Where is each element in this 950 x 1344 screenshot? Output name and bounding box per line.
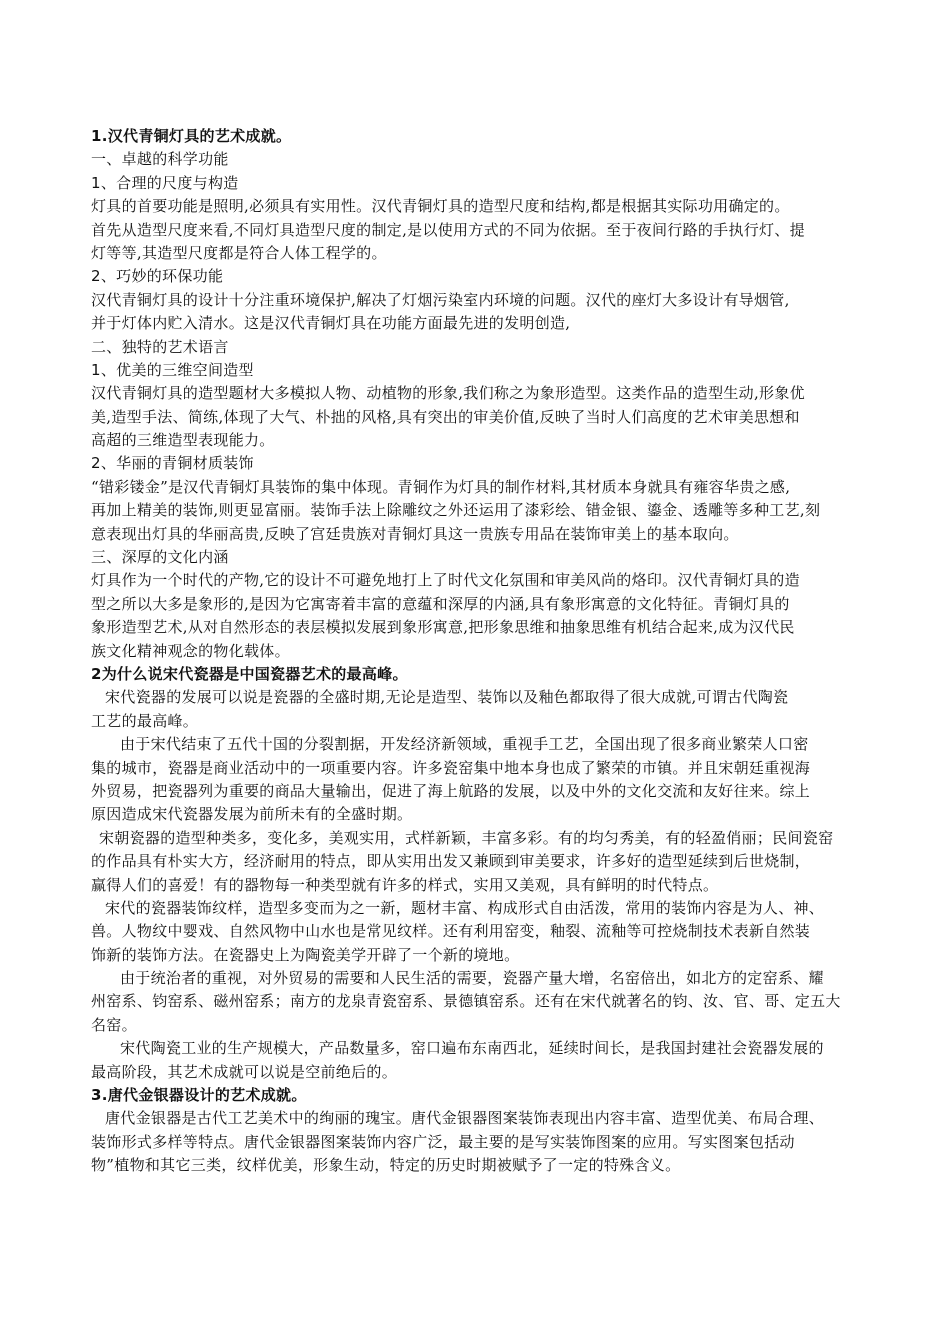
paragraph-line: 汉代青铜灯具的造型题材大多模拟人物、动植物的形象,我们称之为象形造型。这类作品的造型生动,形象优	[91, 384, 805, 403]
paragraph-line: 工艺的最高峰。	[91, 711, 199, 730]
paragraph-line: 唐代金银器是古代工艺美术中的绚丽的瑰宝。唐代金银器图案装饰表现出内容丰富、造型优美、布局合理、	[105, 1109, 825, 1128]
section-3-title: 3.唐代金银器设计的艺术成就。	[91, 1086, 307, 1105]
paragraph-line: 灯具作为一个时代的产物,它的设计不可避免地打上了时代文化氛围和审美风尚的烙印。汉代青铜灯具的造	[91, 571, 800, 590]
paragraph-line: 意表现出灯具的华丽高贵,反映了宫廷贵族对青铜灯具这一贵族专用品在装饰审美上的基本取向。	[91, 524, 739, 543]
paragraph-line: 宋朝瓷器的造型种类多，变化多，美观实用，式样新颖，丰富多彩。有的均匀秀美，有的轻盈俏丽；民间瓷窑	[99, 828, 834, 847]
paragraph-line: 由于宋代结束了五代十国的分裂割据，开发经济新领域，重视手工艺，全国出现了很多商业繁荣人口密	[120, 735, 809, 754]
paragraph-line: 高超的三维造型表现能力。	[91, 431, 275, 450]
paragraph-line: 汉代青铜灯具的设计十分注重环境保护,解决了灯烟污染室内环境的问题。汉代的座灯大多设计有导烟管,	[91, 290, 790, 309]
section-1-subheading-1-1: 1、合理的尺度与构造	[91, 173, 239, 192]
paragraph-line: 外贸易，把瓷器列为重要的商品大量输出，促进了海上航路的发展，以及中外的文化交流和友好往来。综上	[91, 781, 811, 800]
paragraph-line: 装饰形式多样等特点。唐代金银器图案装饰内容广泛，最主要的是写实装饰图案的应用。写实图案包括动	[91, 1132, 795, 1151]
paragraph-line: 灯等等,其造型尺度都是符合人体工程学的。	[91, 243, 387, 262]
paragraph-line: 州窑系、钧窑系、磁州窑系；南方的龙泉青瓷窑系、景德镇窑系。还有在宋代就著名的钧、汝、官、哥、定五大	[91, 992, 841, 1011]
paragraph-line: 宋代陶瓷工业的生产规模大，产品数量多，窑口遍布东南西北，延续时间长，是我国封建社会瓷器发展的	[120, 1039, 824, 1058]
paragraph-line: 赢得人们的喜爱！有的器物每一种类型就有许多的样式，实用又美观，具有鲜明的时代特点。	[91, 875, 719, 894]
paragraph-line: 象形造型艺术,从对自然形态的表层模拟发展到象形寓意,把形象思维和抽象思维有机结合起来,成为汉代民	[91, 618, 795, 637]
section-1-title: 1.汉代青铜灯具的艺术成就。	[91, 127, 292, 145]
section-1-subheading-2-2: 2、华丽的青铜材质装饰	[91, 454, 254, 473]
paragraph-line: 兽。人物纹中婴戏、自然风物中山水也是常见纹样。还有利用窑变，釉裂、流釉等可控烧制技术表新自然装	[91, 922, 811, 941]
paragraph-line: 并于灯体内贮入清水。这是汉代青铜灯具在功能方面最先进的发明创造,	[91, 314, 571, 333]
section-1-subheading-1-2: 2、巧妙的环保功能	[91, 267, 224, 286]
section-2-title: 2为什么说宋代瓷器是中国瓷器艺术的最高峰。	[91, 664, 408, 683]
paragraph-line: 型之所以大多是象形的,是因为它寓寄着丰富的意蕴和深厚的内涵,具有象形寓意的文化特征。青铜灯具的	[91, 594, 790, 613]
paragraph-line: 名窑。	[91, 1015, 137, 1034]
paragraph-line: 饰新的装饰方法。在瓷器史上为陶瓷美学开辟了一个新的境地。	[91, 945, 520, 964]
paragraph-line: 灯具的首要功能是照明,必须具有实用性。汉代青铜灯具的造型尺度和结构,都是根据其实际功用确定的。	[91, 197, 790, 216]
paragraph-line: 美,造型手法、简练,体现了大气、朴拙的风格,具有突出的审美价值,反映了当时人们高度的艺术审美思想和	[91, 407, 800, 426]
paragraph-line: 族文化精神观念的物化载体。	[91, 641, 290, 660]
paragraph-line: 宋代的瓷器装饰纹样，造型多变而为之一新，题材丰富、构成形式自由活泼，常用的装饰内容是为人、神、	[105, 898, 825, 917]
paragraph-line: 原因造成宋代瓷器发展为前所未有的全盛时期。	[91, 805, 413, 824]
section-1-heading-2: 二、独特的艺术语言	[91, 337, 229, 356]
paragraph-line: 物”植物和其它三类，纹样优美，形象生动，特定的历史时期被赋予了一定的特殊含义。	[91, 1156, 681, 1175]
section-1-heading-3: 三、深厚的文化内涵	[91, 548, 229, 567]
section-1-subheading-2-1: 1、优美的三维空间造型	[91, 360, 254, 379]
paragraph-line: 由于统治者的重视，对外贸易的需要和人民生活的需要，瓷器产量大增，名窑倍出，如北方的定窑系、耀	[120, 969, 824, 988]
section-1-heading-1: 一、卓越的科学功能	[91, 150, 229, 169]
paragraph-line: 宋代瓷器的发展可以说是瓷器的全盛时期,无论是造型、装饰以及釉色都取得了很大成就,可谓古代陶瓷	[105, 688, 789, 707]
paragraph-line: 首先从造型尺度来看,不同灯具造型尺度的制定,是以使用方式的不同为依据。至于夜间行路的手执行灯、提	[91, 220, 805, 239]
paragraph-line: 再加上精美的装饰,则更显富丽。装饰手法上除雕纹之外还运用了漆彩绘、错金银、鎏金、透雕等多种工艺,刻	[91, 501, 821, 520]
paragraph-line: “错彩镂金”是汉代青铜灯具装饰的集中体现。青铜作为灯具的制作材料,其材质本身就具有雍容华贵之感,	[91, 477, 791, 496]
document-page	[91, 125, 873, 1178]
paragraph-line: 的作品具有朴实大方，经济耐用的特点，即从实用出发又兼顾到审美要求，许多好的造型延续到后世烧制，	[91, 852, 811, 871]
paragraph-line: 最高阶段，其艺术成就可以说是空前绝后的。	[91, 1062, 398, 1081]
paragraph-line: 集的城市，瓷器是商业活动中的一项重要内容。许多瓷窑集中地本身也成了繁荣的市镇。并且宋朝廷重视海	[91, 758, 811, 777]
